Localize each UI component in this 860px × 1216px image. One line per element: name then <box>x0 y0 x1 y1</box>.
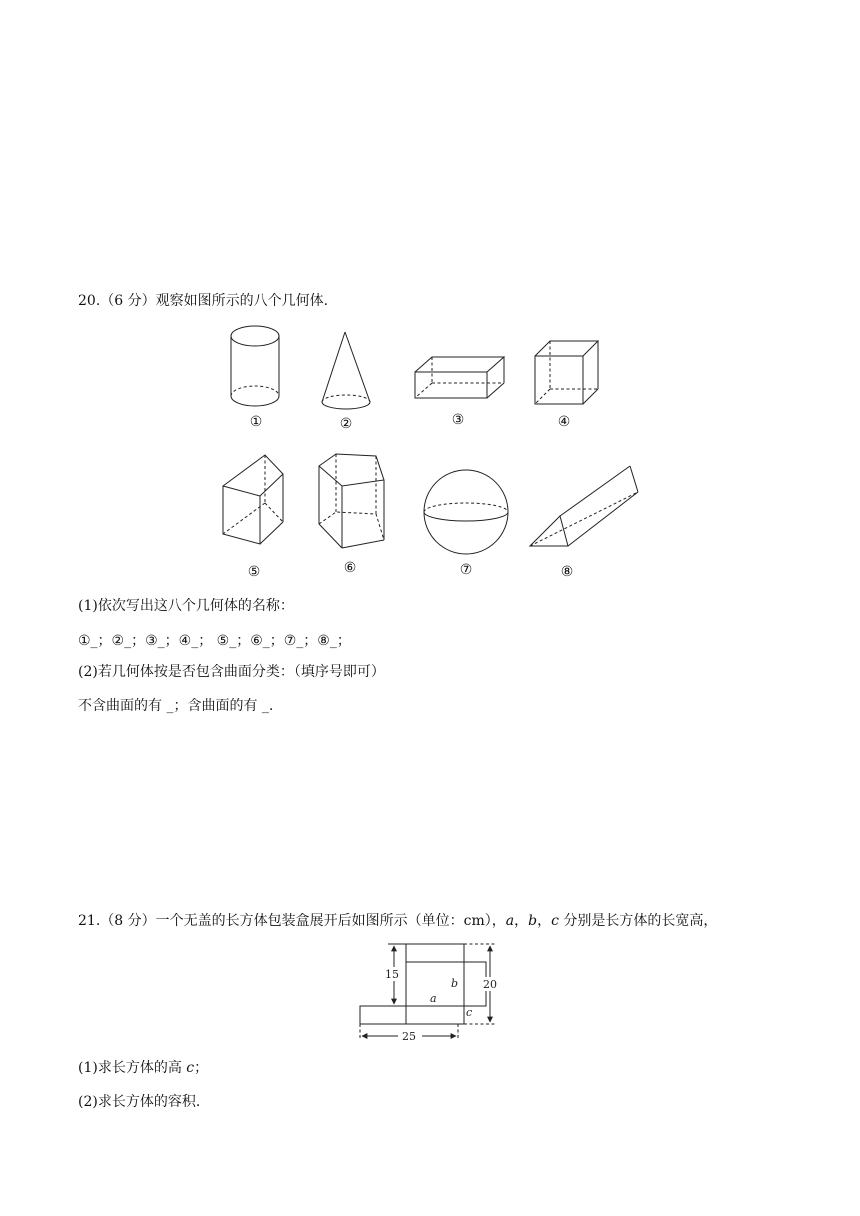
var-a: a <box>505 913 515 929</box>
q21-header <box>78 912 717 930</box>
q21-part2: (2)求长方体的容积. <box>78 1094 201 1110</box>
cuboid-figure <box>412 354 508 404</box>
cylinder-figure <box>228 324 284 412</box>
q20-part2: (2)若几何体按是否包含曲面分类：（填序号即可） <box>78 664 385 680</box>
figure-label-8: ⑧ <box>560 564 574 580</box>
dim-25-label: 25 <box>402 1030 416 1043</box>
box-net-figure <box>354 940 508 1046</box>
figure-label-3: ③ <box>451 412 465 428</box>
cone-figure <box>320 330 376 412</box>
dim-15-label: 15 <box>385 968 399 981</box>
triangular-prism-figure <box>220 452 292 548</box>
sep-2: ， <box>537 913 552 929</box>
q21-part1-b: ； <box>194 1060 209 1076</box>
q20-part1: (1)依次写出这八个几何体的名称： <box>78 598 294 614</box>
q21-header-b: 分别是长方体的长宽高， <box>558 913 718 929</box>
figure-label-2: ② <box>339 416 353 432</box>
figure-label-6: ⑥ <box>343 560 357 576</box>
q20-blanks: ①_；②_；③_；④_； ⑤_；⑥_；⑦_；⑧_； <box>78 633 351 649</box>
q20-part2-answer: 不含曲面的有 _；含曲面的有 _. <box>78 698 274 714</box>
pentagonal-prism-figure <box>314 452 390 552</box>
net-label-c: c <box>466 1006 473 1019</box>
q21-part1-var: c <box>186 1060 195 1076</box>
var-b: b <box>528 913 538 929</box>
figure-label-4: ④ <box>557 414 571 430</box>
q20-header: 20.（6 分）观察如图所示的八个几何体. <box>78 293 329 309</box>
sep-1: ， <box>514 913 529 929</box>
q21-part1 <box>78 1059 208 1077</box>
sphere-figure <box>422 468 512 558</box>
q21-part1-a: (1)求长方体的高 <box>78 1060 187 1076</box>
q21-header-a: 21.（8 分）一个无盖的长方体包装盒展开后如图所示（单位：cm）， <box>78 913 506 929</box>
net-label-a: a <box>430 992 437 1005</box>
cube-figure <box>532 338 604 410</box>
net-label-b: b <box>451 977 459 990</box>
figure-label-7: ⑦ <box>459 562 473 578</box>
figure-label-5: ⑤ <box>247 564 261 580</box>
figure-label-1: ① <box>249 414 263 430</box>
lying-prism-figure <box>526 462 642 552</box>
dim-20-label: 20 <box>483 978 497 991</box>
var-c: c <box>551 913 559 929</box>
